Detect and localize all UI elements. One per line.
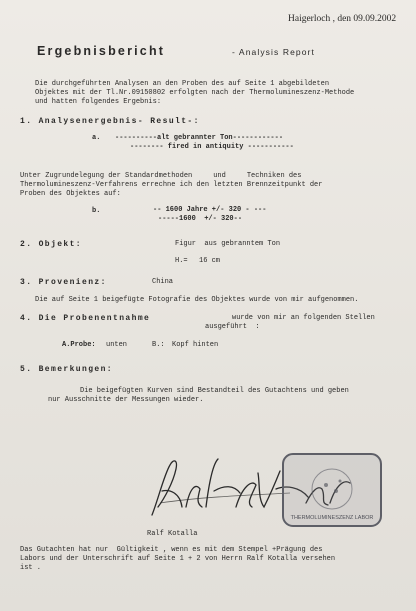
sample-b-label: B.: xyxy=(152,341,165,349)
result-b-label: b. xyxy=(92,207,101,215)
footer-line-2: Labors und der Unterschrift auf Seite 1 + 2 von Herrn Ralf Kotalla versehen xyxy=(20,555,336,563)
footer-line-3: ist . xyxy=(20,564,42,572)
result-b-line-2: -----1600 +/- 320-- xyxy=(158,215,243,223)
intro-line-2: Objektes mit der Tl.Nr.09150802 erfolgten nach der Thermolumineszenz-Methode xyxy=(35,89,355,97)
provenance-value: China xyxy=(152,278,174,286)
report-title: Ergebnisbericht xyxy=(37,44,166,58)
signatory-name: Ralf Kotalla xyxy=(147,530,198,538)
sampling-text-2: ausgeführt : xyxy=(205,323,260,331)
sample-b-value: Kopf hinten xyxy=(172,341,219,349)
lab-stamp xyxy=(280,451,384,529)
section-3-heading: 3. Provenienz: xyxy=(20,278,107,287)
sampling-text-1: wurde von mir an folgenden Stellen xyxy=(232,314,375,322)
height-label: H.= xyxy=(175,257,188,265)
footer-line-1: Das Gutachten hat nur Gültigkeit , wenn es mit dem Stempel +Prägung des xyxy=(20,546,323,554)
place-date: Haigerloch , den 09.09.2002 xyxy=(288,14,397,24)
signature-area xyxy=(140,445,400,535)
method-line-2: Thermolumineszenz-Verfahrens errechne ich den letzten Brennzeitpunkt der xyxy=(20,181,323,189)
section-5-heading: 5. Bemerkungen: xyxy=(20,365,114,374)
remarks-line-2: nur Ausschnitte der Messungen wieder. xyxy=(48,396,204,404)
section-1-heading: 1. Analysenergebnis- Result-: xyxy=(20,117,200,126)
sample-a-label: A.Probe: xyxy=(62,341,96,349)
intro-line-3: und hatten folgendes Ergebnis: xyxy=(35,98,162,106)
stamp-text: THERMOLUMINESZENZ LABOR xyxy=(290,515,374,521)
section-2-heading: 2. Objekt: xyxy=(20,240,83,249)
sample-a-value: unten xyxy=(106,341,128,349)
result-a-line-1: ----------alt gebrannter Ton------------ xyxy=(115,134,284,142)
result-a-label: a. xyxy=(92,134,101,142)
method-line-1: Unter Zugrundelegung der Standardmethoden und Techniken des xyxy=(20,172,302,180)
result-b-line-1: -- 1600 Jahre +/- 320 - --- xyxy=(153,206,267,214)
intro-line-1: Die durchgeführten Analysen an den Proben des auf Seite 1 abgebildeten xyxy=(35,80,330,88)
method-line-3: Proben des Objektes auf: xyxy=(20,190,121,198)
provenance-note: Die auf Seite 1 beigefügte Fotografie des Objektes wurde von mir aufgenommen. xyxy=(35,296,359,304)
remarks-line-1: Die beigefügten Kurven sind Bestandteil des Gutachtens und geben xyxy=(80,387,349,395)
height-value: 16 cm xyxy=(199,257,221,265)
section-4-heading: 4. Die Probenentnahme xyxy=(20,314,151,323)
report-subtitle: - Analysis Report xyxy=(232,47,315,57)
result-a-line-2: -------- fired in antiquity ----------- xyxy=(130,143,294,151)
object-value: Figur aus gebranntem Ton xyxy=(175,240,281,248)
